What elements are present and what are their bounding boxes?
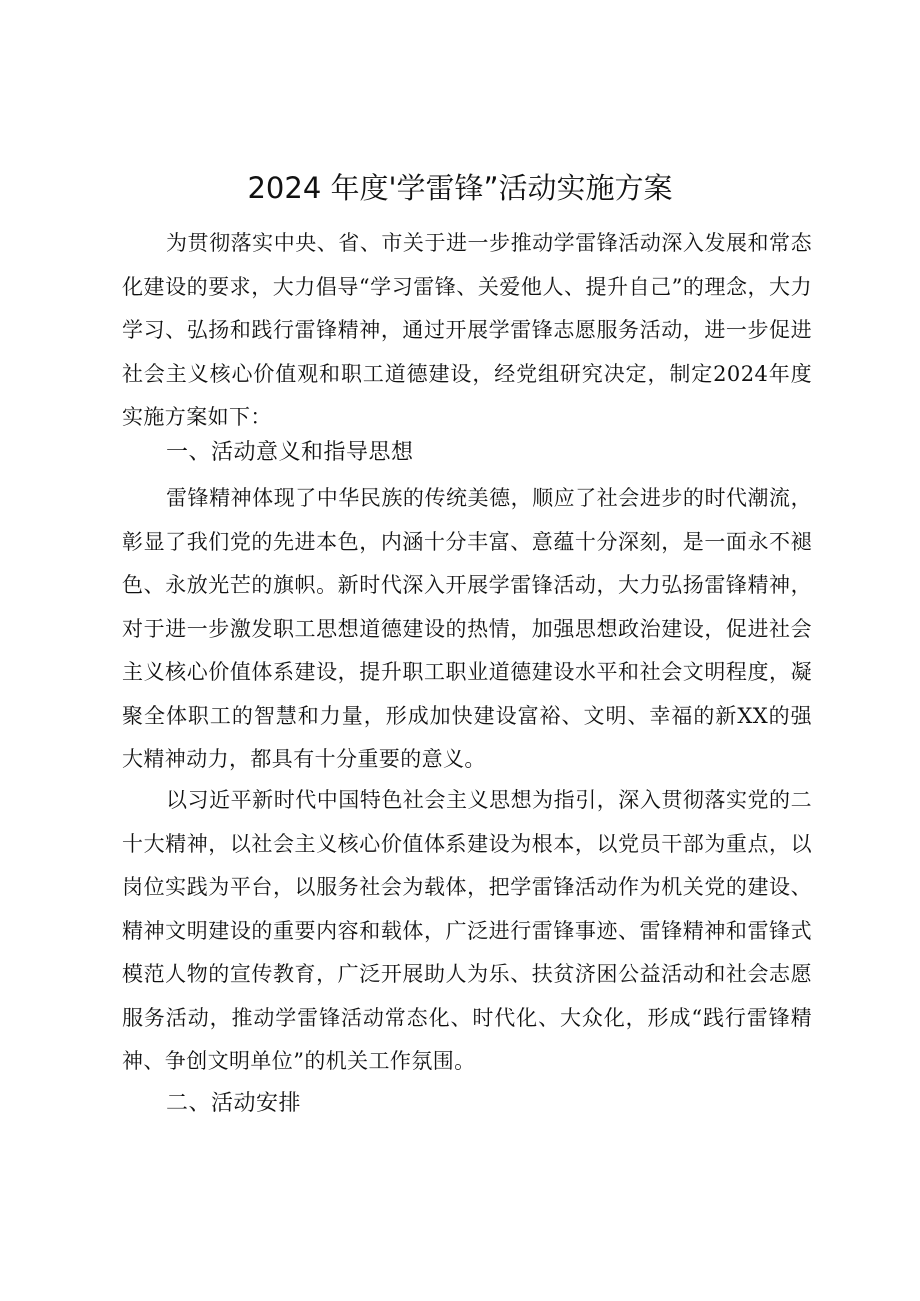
intro-paragraph: 为贯彻落实中央、省、市关于进一步推动学雷锋活动深入发展和常态化建设的要求，大力倡导“学习雷锋、关爱他人、提升自己”的理念，大力学习、弘扬和践行雷锋精神，通过开展学雷锋志愿服务活动，进一步促进社会主义核心价值观和职工道德建设，经党组研究决定，制定2024年度实施方案如下： (122, 231, 812, 429)
document-title: 2024 年度'学雷锋”活动实施方案 (247, 171, 673, 205)
section-2-heading: 二、活动安排 (166, 1091, 302, 1116)
guidance-paragraph: 以习近平新时代中国特色社会主义思想为指引，深入贯彻落实党的二十大精神，以社会主义核心价值体系建设为根本，以党员干部为重点，以岗位实践为平台，以服务社会为载体，把学雷锋活动作为机关党的建设、精神文明建设的重要内容和载体，广泛进行雷锋事迹、雷锋精神和雷锋式模范人物的宣传教育，广泛开展助人为乐、扶贫济困公益活动和社会志愿服务活动，推动学雷锋活动常态化、时代化、大众化，形成“践行雷锋精神、争创文明单位”的机关工作氛围。 (122, 788, 812, 1073)
section-1-heading: 一、活动意义和指导思想 (166, 440, 414, 465)
significance-paragraph: 雷锋精神体现了中华民族的传统美德，顺应了社会进步的时代潮流，彰显了我们党的先进本色，内涵十分丰富、意蕴十分深刻，是一面永不褪色、永放光芒的旗帜。新时代深入开展学雷锋活动，大力弘扬雷锋精神，对于进一步激发职工思想道德建设的热情，加强思想政治建设，促进社会主义核心价值体系建设，提升职工职业道德建设水平和社会文明程度，凝聚全体职工的智慧和力量，形成加快建设富裕、文明、幸福的新XX的强大精神动力，都具有十分重要的意义。 (122, 486, 812, 771)
